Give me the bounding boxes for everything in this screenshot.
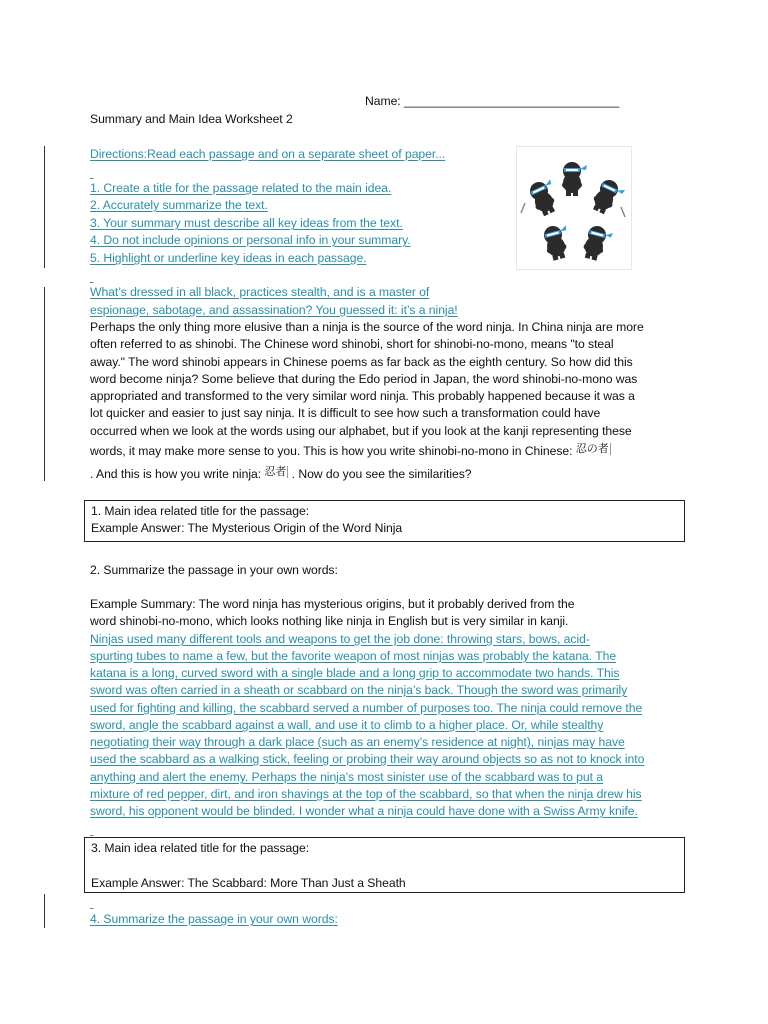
- change-bar: [44, 894, 45, 928]
- passage2-line[interactable]: spurting tubes to name a few, but the favorite weapon of most ninjas was probably the katana. The: [90, 649, 617, 663]
- passage2-line[interactable]: sword was often carried in a sheath or scabbard on the ninja’s back. Though the sword was primarily: [90, 683, 628, 697]
- main-idea-box-3: [84, 837, 685, 893]
- change-bar: [44, 146, 45, 268]
- ninja-kanji: 忍者: [264, 466, 287, 478]
- passage1-question[interactable]: What’s dressed in all black, practices stealth, and is a master of: [90, 285, 430, 299]
- direction-item[interactable]: 2. Accurately summarize the text.: [90, 198, 268, 212]
- empty-link-line: [90, 164, 93, 181]
- passage1-line: occurred when we look at the words using our alphabet, but if you look at the kanji representing these: [90, 424, 632, 438]
- summary-prompt-4[interactable]: 4. Summarize the passage in your own words:: [90, 912, 338, 926]
- direction-item[interactable]: 4. Do not include opinions or personal info in your summary.: [90, 233, 411, 247]
- passage1-line: often referred to as shinobi. The Chinese word shinobi, short for shinobi-no-mono, means "to steal: [90, 337, 614, 351]
- shinobi-kanji: 忍の者: [575, 443, 609, 455]
- passage2-line[interactable]: sword, his opponent would be blinded. I wonder what a ninja could have done with a Swiss Army knife.: [90, 804, 638, 818]
- passage1-chinese-line: [90, 443, 611, 460]
- passage2-line[interactable]: mixture of red pepper, dirt, and iron shavings at the top of the scabbard, so that when the ninja drew his: [90, 787, 642, 801]
- summary-prompt-2: 2. Summarize the passage in your own words:: [90, 563, 338, 577]
- box1-label: 1. Main idea related title for the passage:: [91, 504, 310, 518]
- box3-label: 3. Main idea related title for the passage:: [91, 841, 310, 855]
- passage2-line[interactable]: Ninjas used many different tools and weapons to get the job done: throwing stars, bows, acid-: [90, 632, 590, 646]
- example-summary-line: word shinobi-no-mono, which looks nothing like ninja in English but is very similar in kanji.: [90, 614, 569, 628]
- directions-intro[interactable]: Directions:Read each passage and on a separate sheet of paper...: [90, 147, 446, 161]
- example-summary-line: Example Summary: The word ninja has mysterious origins, but it probably derived from the: [90, 597, 575, 611]
- change-bar: [44, 287, 45, 481]
- ninja-line-start: . And this is how you write ninja:: [90, 467, 262, 481]
- passage2-line[interactable]: anything and alert the enemy. Perhaps the ninja’s most sinister use of the scabbard was to put a: [90, 770, 604, 784]
- passage1-line: Perhaps the only thing more elusive than a ninja is the source of the word ninja. In China ninja are more: [90, 320, 644, 334]
- worksheet-title: Summary and Main Idea Worksheet 2: [90, 112, 293, 126]
- passage2-line[interactable]: sword, angle the scabbard against a wall, and use it to climb to a higher place. Or, while stealthy: [90, 718, 604, 732]
- passage1-line: word become ninja? Some believe that during the Edo period in Japan, the word shinobi-no-mono was: [90, 372, 638, 386]
- name-field-label: Name: ________________________________: [365, 94, 620, 108]
- main-idea-box-1: [84, 500, 685, 542]
- ninja-line-end: . Now do you see the similarities?: [291, 467, 472, 481]
- box1-answer: Example Answer: The Mysterious Origin of the Word Ninja: [91, 521, 403, 535]
- empty-link-line: [90, 821, 93, 838]
- passage2-line[interactable]: used the scabbard as a walking stick, feeling or probing their way around objects so as not to knock into: [90, 752, 645, 766]
- direction-item[interactable]: 5. Highlight or underline key ideas in each passage.: [90, 251, 367, 265]
- chinese-line-text: words, it may make more sense to you. This is how you write shinobi-no-mono in Chinese:: [90, 444, 573, 458]
- direction-item[interactable]: 1. Create a title for the passage related to the main idea.: [90, 181, 392, 195]
- passage1-ninja-line: [90, 466, 471, 483]
- box3-answer: Example Answer: The Scabbard: More Than Just a Sheath: [91, 876, 406, 890]
- passage1-question[interactable]: espionage, sabotage, and assassination? You guessed it: it’s a ninja!: [90, 303, 458, 317]
- passage2-line[interactable]: negotiating their way through a dark place (such as an enemy’s residence at night), ninjas may have: [90, 735, 625, 749]
- passage2-line[interactable]: used for fighting and killing, the scabbard served a number of purposes too. The ninja could remove the: [90, 701, 643, 715]
- passage2-line[interactable]: katana is a long, curved sword with a single blade and a long grip to accommodate two hands. This: [90, 666, 620, 680]
- empty-link-line: [90, 894, 93, 911]
- empty-link-line: [90, 268, 93, 285]
- passage1-line: appropriated and transformed to the very similar word ninja. This probably happened because it was a: [90, 389, 635, 403]
- passage1-line: lot quicker and easier to just say ninja. It is difficult to see how such a transformation could have: [90, 406, 601, 420]
- direction-item[interactable]: 3. Your summary must describe all key ideas from the text.: [90, 216, 403, 230]
- ninja-clipart-icon: [516, 146, 632, 270]
- passage1-line: away." The word shinobi appears in Chinese poems as far back as the eighth century. So how did this: [90, 355, 633, 369]
